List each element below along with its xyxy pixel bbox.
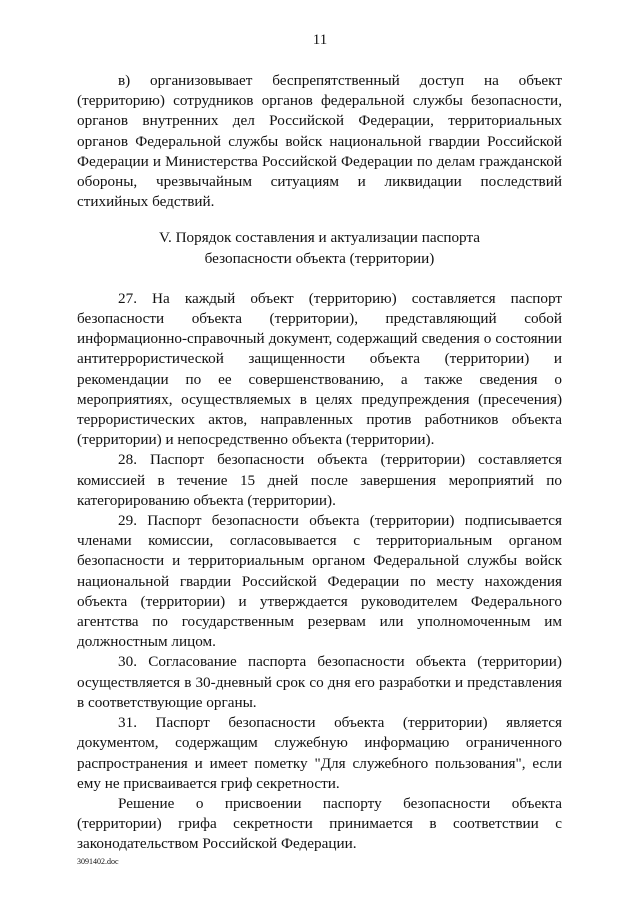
section-heading-line-2: безопасности объекта (территории) (204, 249, 435, 267)
page-number: 11 (312, 32, 328, 48)
paragraph-v: в) организовывает беспрепятственный доступ на объект (территорию) сотрудников органов федеральной службы безопасности, органов внутренних дел Российской Федерации, территориальных органов Федеральной службы войск национальной гвардии Российской Федерации и Министерства Российской Федерации по делам гражданской обороны, чрезвычайным ситуациям и ликвидации последствий стихийных бедствий. (77, 72, 562, 211)
paragraph-30: 30. Согласование паспорта безопасности объекта (территории) осуществляется в 30-дневный срок со дня его разработки и представления в соответствующие органы. (77, 653, 562, 711)
paragraph-27: 27. На каждый объект (территорию) составляется паспорт безопасности объекта (территории), представляющий собой информационно-справочный документ, содержащий сведения о состоянии антитеррористической защищенности объекта (территории) и рекомендации по ее совершенствованию, а также сведения о мероприятиях, осуществляемых в целях предупреждения (пресечения) террористических актов, направленных против работников объекта (территории) и непосредственно объекта (территории). (77, 289, 562, 449)
paragraph-secrecy-decision: Решение о присвоении паспорту безопасности объекта (территории) грифа секретности принимается в соответствии с законодательством Российской Федерации. (77, 794, 562, 853)
footer-document-code: 3091402.doc (77, 857, 119, 866)
paragraph-31: 31. Паспорт безопасности объекта (территории) является документом, содержащим служебную информацию ограниченного распространения и имеет пометку "Для служебного пользования", если ему не присваивается гриф секретности. (77, 714, 562, 792)
document-body (77, 71, 562, 855)
section-heading-line-1: V. Порядок составления и актуализации паспорта (158, 229, 481, 247)
paragraph-29: 29. Паспорт безопасности объекта (территории) подписывается членами комиссии, согласовывается с территориальным органом безопасности и территориальным органом Федеральной службы войск национальной гвардии Российской Федерации по месту нахождения объекта (территории) и утверждается руководителем Федерального агентства по государственным резервам или уполномоченным им должностным лицом. (77, 512, 562, 651)
section-heading (77, 228, 562, 268)
paragraph-28: 28. Паспорт безопасности объекта (территории) составляется комиссией в течение 15 дней после завершения мероприятий по категорированию объекта (территории). (77, 451, 562, 509)
